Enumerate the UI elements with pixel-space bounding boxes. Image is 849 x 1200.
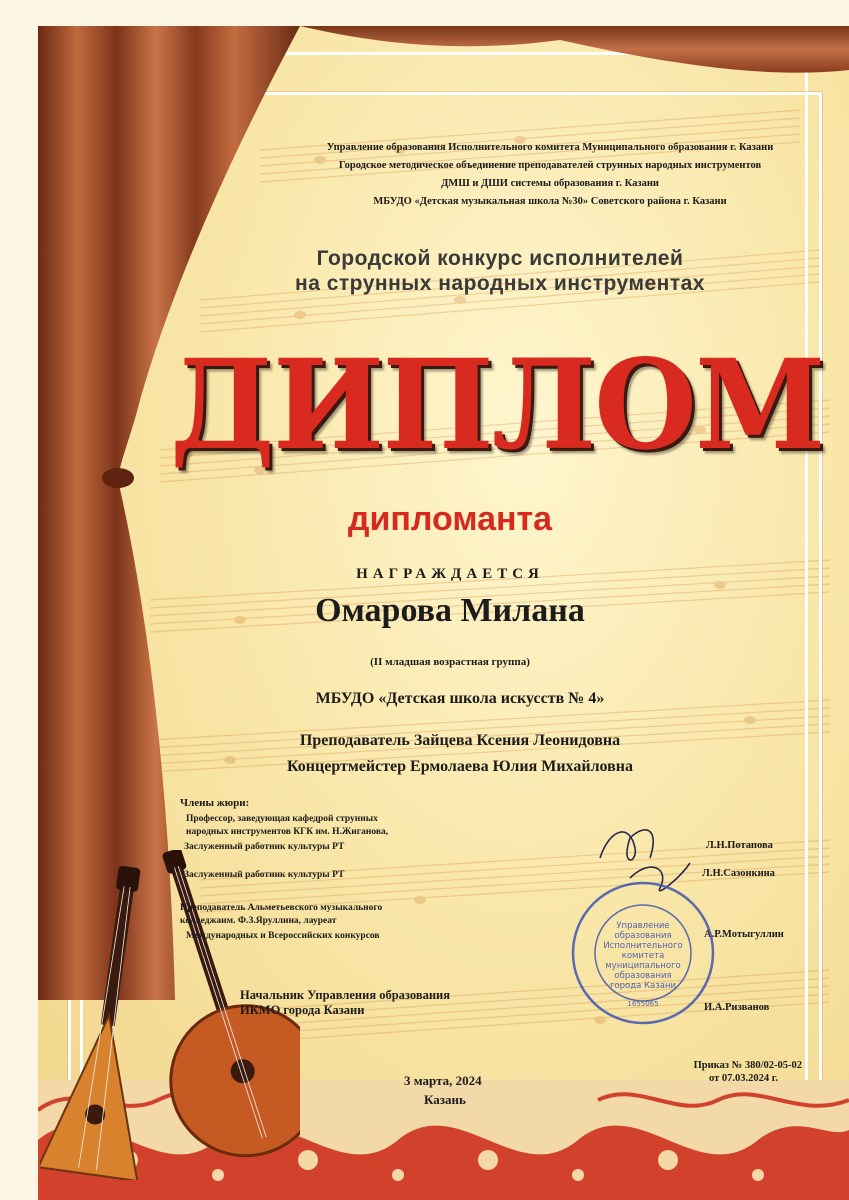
stamp-line-1: Управление bbox=[616, 921, 670, 931]
stamp-line-4: комитета bbox=[621, 951, 665, 961]
jury-member-2-signature-name: Л.Н.Сазонкина bbox=[702, 868, 775, 879]
age-group: (II младшая возрастная группа) bbox=[370, 656, 530, 668]
jury-title: Члены жюри: bbox=[180, 797, 250, 809]
issue-city: Казань bbox=[424, 1092, 466, 1107]
jury-member-3-signature-name: А.Р.Мотыгуллин bbox=[704, 929, 784, 940]
jury-member-2-title: Заслуженный работник культуры РТ bbox=[184, 870, 345, 880]
contest-title-line-2: на струнных народных инструментах bbox=[295, 272, 705, 295]
head-title-line-2: ИКМО города Казани bbox=[240, 1003, 365, 1017]
order-date: от 07.03.2024 г. bbox=[709, 1073, 778, 1084]
jury-member-1-signature-name: Л.Н.Потапова bbox=[706, 840, 773, 851]
jury-member-1-line-1: Профессор, заведующая кафедрой струнных bbox=[186, 814, 378, 824]
issue-date: 3 марта, 2024 bbox=[404, 1073, 482, 1088]
stamp-line-6: образования bbox=[614, 971, 672, 981]
header-line-1: Управление образования Исполнительного комитета Муниципального образования г. Казани bbox=[326, 142, 774, 153]
head-title-line-1: Начальник Управления образования bbox=[240, 988, 450, 1002]
stamp-line-2: образования bbox=[614, 931, 672, 941]
accompanist-name: Концертмейстер Ермолаева Юлия Михайловна bbox=[286, 758, 633, 775]
official-stamp bbox=[568, 878, 718, 1028]
diplomant-subtitle: дипломанта bbox=[347, 500, 553, 538]
stamp-line-7: города Казани bbox=[609, 981, 677, 991]
head-signature-name: И.А.Ризванов bbox=[704, 1002, 770, 1013]
diploma-title: ДИПЛОМ bbox=[170, 331, 824, 478]
jury-member-3-line-3: Международных и Всероссийских конкурсов bbox=[186, 931, 380, 941]
order-number: Приказ № 380/02-05-02 bbox=[693, 1060, 802, 1071]
jury-member-1-line-3: Заслуженный работник культуры РТ bbox=[184, 842, 345, 852]
header-line-4: МБУДО «Детская музыкальная школа №30» Советского района г. Казани bbox=[373, 196, 727, 207]
header-line-3: ДМШ и ДШИ системы образования г. Казани bbox=[441, 178, 659, 189]
stamp-line-5: муниципального bbox=[605, 961, 681, 971]
recipient-name: Омарова Милана bbox=[315, 592, 585, 629]
stamp-line-3: Исполнительного bbox=[603, 941, 683, 951]
teacher-name: Преподаватель Зайцева Ксения Леонидовна bbox=[299, 732, 621, 749]
jury-member-1-line-2: народных инструментов КГК им. Н.Жиганова, bbox=[186, 827, 389, 837]
awarded-label: НАГРАЖДАЕТСЯ bbox=[356, 566, 544, 582]
contest-title-line-1: Городской конкурс исполнителей bbox=[316, 247, 684, 270]
jury-member-3-line-1: Преподаватель Альметьевского музыкального bbox=[180, 903, 383, 913]
stamp-number: 1655065 bbox=[627, 1000, 659, 1008]
school-name: МБУДО «Детская школа искусств № 4» bbox=[315, 690, 605, 707]
jury-member-3-line-2: колледжаим. Ф.З.Яруллина, лауреат bbox=[180, 916, 337, 926]
header-line-2: Городское методическое объединение преподавателей струнных народных инструментов bbox=[338, 160, 762, 171]
